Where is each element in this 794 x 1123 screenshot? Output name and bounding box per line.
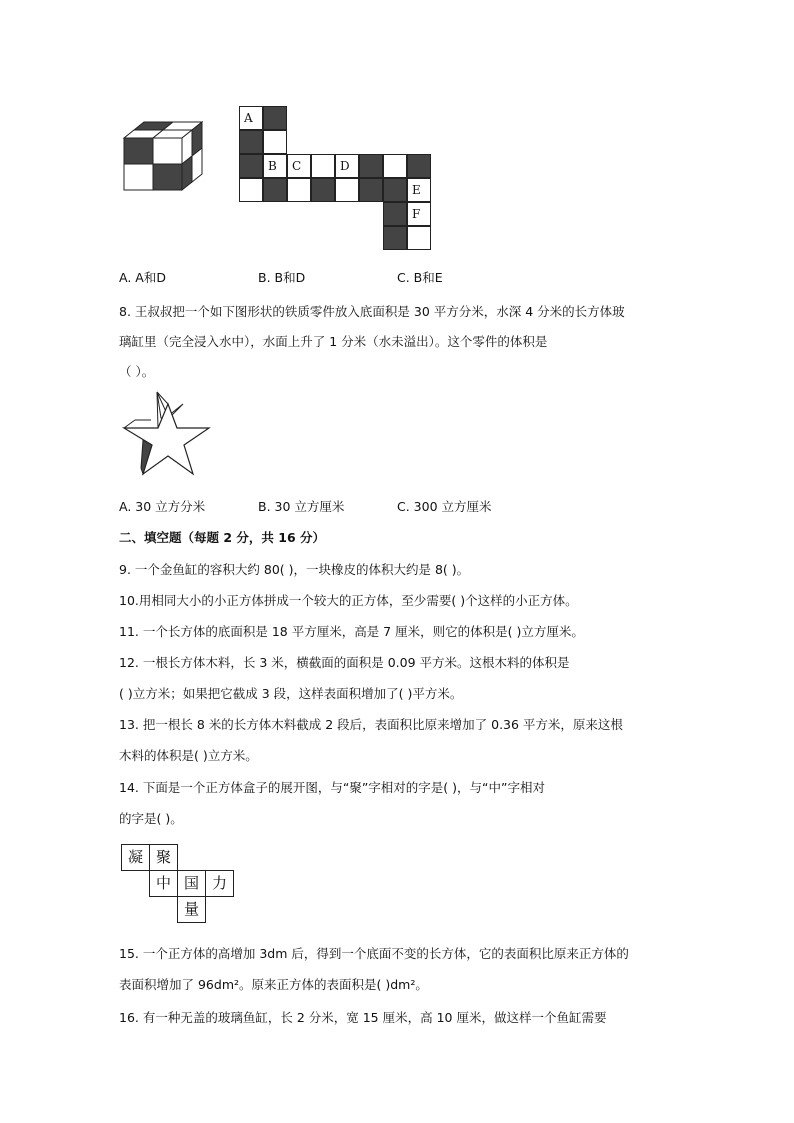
- net-cell: [263, 178, 287, 202]
- q10-text: 10.用相同大小的小正方体拼成一个较大的正方体，至少需要( )个这样的小正方体。: [119, 593, 578, 608]
- q8-option-c: C. 300 立方厘米: [397, 499, 492, 514]
- q8-line-2: 璃缸里（完全浸入水中），水面上升了 1 分米（水未溢出）。这个零件的体积是: [119, 334, 548, 349]
- cube-net-figure: [239, 106, 431, 250]
- net-cell: [311, 178, 335, 202]
- q14-line-1: 14. 下面是一个正方体盒子的展开图，与“聚”字相对的字是( )，与“中”字相对: [119, 780, 545, 795]
- q12-line-2: ( )立方米；如果把它截成 3 段，这样表面积增加了( )平方米。: [119, 686, 463, 701]
- net-char-guo: 国: [177, 870, 206, 897]
- q8-option-b: B. 30 立方厘米: [258, 499, 345, 514]
- character-net-figure: [121, 844, 241, 928]
- q12-line-1: 12. 一根长方体木料，长 3 米，横截面的面积是 0.09 平方米。这根木料的体积是: [119, 655, 570, 670]
- net-cell: [383, 154, 407, 178]
- net-cell-b: B: [263, 154, 287, 178]
- star-part-figure: [121, 390, 215, 480]
- net-cell: [359, 178, 383, 202]
- q11-text: 11. 一个长方体的底面积是 18 平方厘米，高是 7 厘米，则它的体积是( )立方厘米。: [119, 624, 584, 639]
- cube-figure: [122, 120, 206, 200]
- net-cell: [335, 178, 359, 202]
- q15-line-2: 表面积增加了 96dm²。原来正方体的表面积是( )dm²。: [119, 977, 428, 992]
- net-char-li: 力: [205, 870, 234, 897]
- q7-option-b: B. B和D: [258, 270, 306, 285]
- net-cell: [287, 178, 311, 202]
- net-cell: [239, 178, 263, 202]
- net-cell: [263, 106, 287, 130]
- q14-line-2: 的字是( )。: [119, 811, 183, 826]
- net-char-ning: 凝: [121, 844, 150, 871]
- net-cell-d: D: [335, 154, 359, 178]
- q16-line-1: 16. 有一种无盖的玻璃鱼缸，长 2 分米，宽 15 厘米，高 10 厘米，做这样一个鱼缸需要: [119, 1010, 607, 1025]
- q8-line-3: （ ）。: [119, 364, 155, 379]
- net-cell: [263, 130, 287, 154]
- net-cell: [383, 178, 407, 202]
- q9-text: 9. 一个金鱼缸的容积大约 80( )，一块橡皮的体积大约是 8( )。: [119, 562, 470, 577]
- q7-option-a: A. A和D: [119, 270, 166, 285]
- net-cell-c: C: [287, 154, 311, 178]
- q7-option-c: C. B和E: [397, 270, 443, 285]
- q8-line-1: 8. 王叔叔把一个如下图形状的铁质零件放入底面积是 30 平方分米，水深 4 分米的长方体玻: [119, 304, 625, 319]
- q8-option-a: A. 30 立方分米: [119, 499, 206, 514]
- net-cell: [383, 202, 407, 226]
- net-cell: [407, 154, 431, 178]
- q13-line-2: 木料的体积是( )立方米。: [119, 748, 258, 763]
- net-cell-e: E: [407, 178, 431, 202]
- net-cell-a: A: [239, 106, 263, 130]
- q13-line-1: 13. 把一根长 8 米的长方体木料截成 2 段后，表面积比原来增加了 0.36 平方米，原来这根: [119, 717, 623, 732]
- net-char-zhong: 中: [149, 870, 178, 897]
- net-cell: [383, 226, 407, 250]
- q15-line-1: 15. 一个正方体的高增加 3dm 后，得到一个底面不变的长方体，它的表面积比原来正方体的: [119, 946, 629, 961]
- net-cell: [239, 154, 263, 178]
- net-cell-f: F: [407, 202, 431, 226]
- net-cell: [239, 130, 263, 154]
- section-heading: 二、填空题（每题 2 分，共 16 分）: [119, 530, 326, 545]
- net-char-ju: 聚: [149, 844, 178, 871]
- net-char-liang: 量: [177, 896, 206, 923]
- net-cell: [311, 154, 335, 178]
- net-cell: [407, 226, 431, 250]
- net-cell: [359, 154, 383, 178]
